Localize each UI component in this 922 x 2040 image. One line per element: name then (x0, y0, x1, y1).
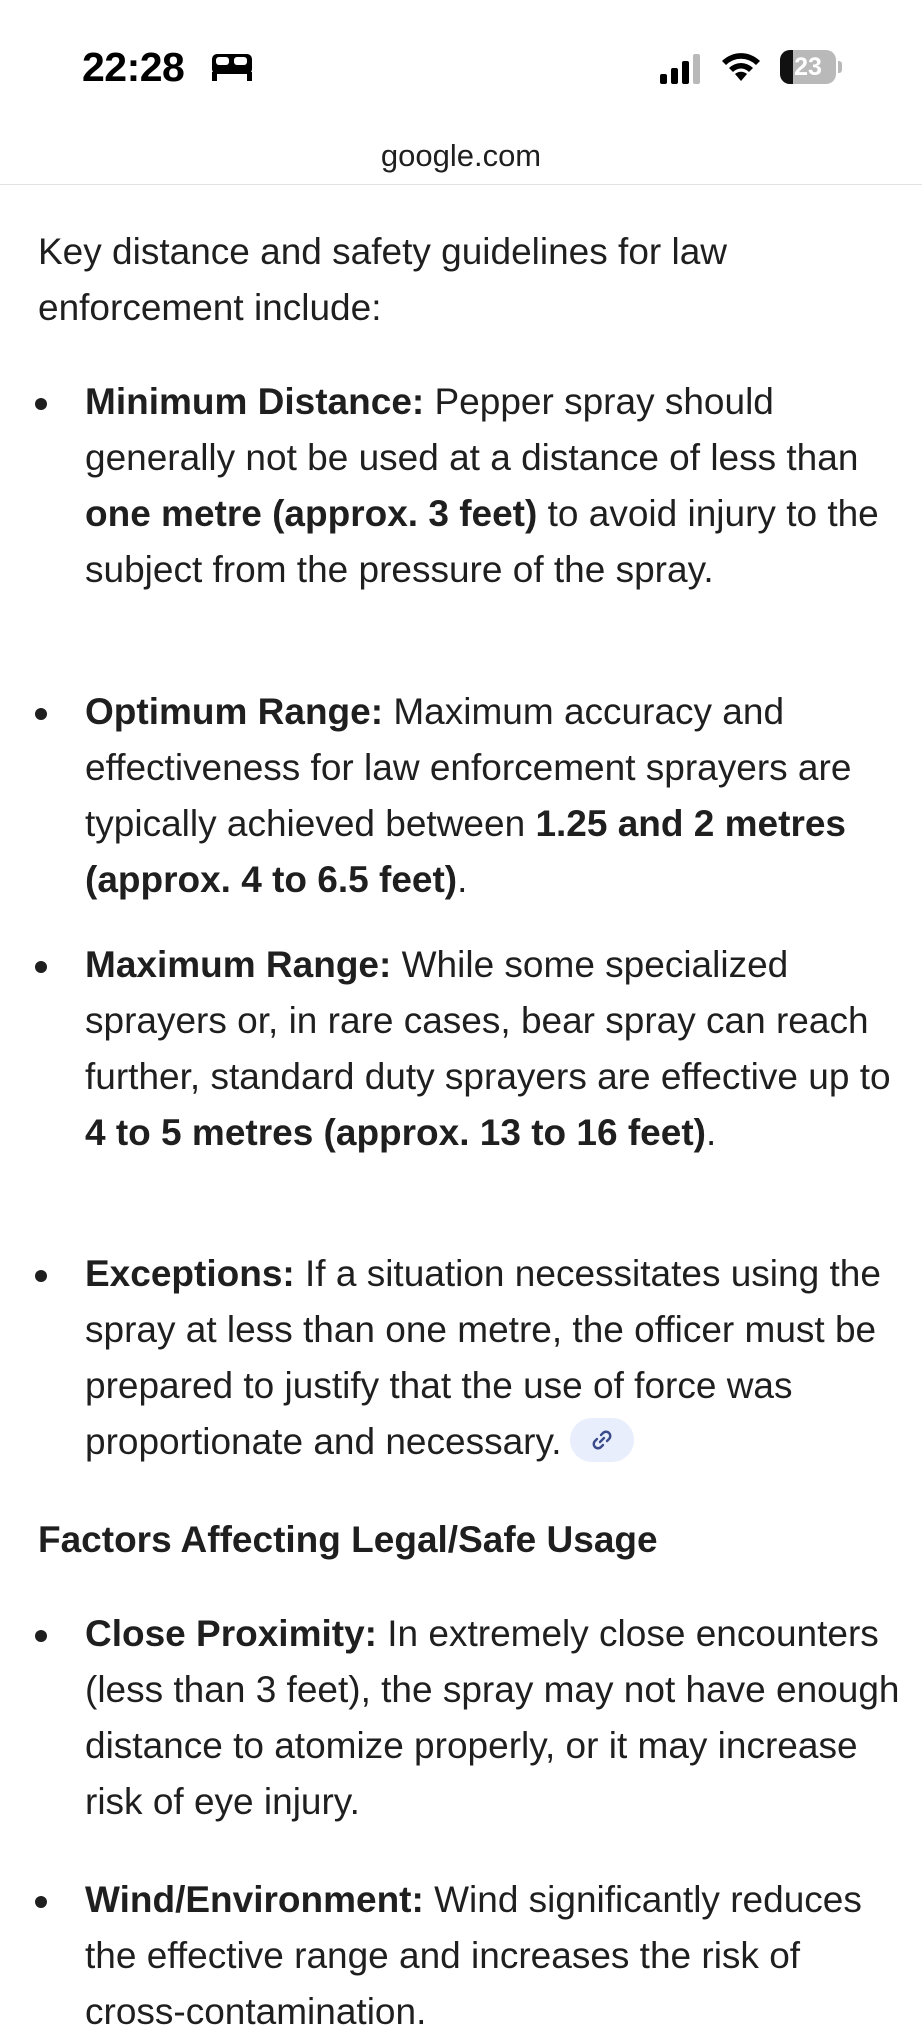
bullet-dot (35, 1270, 47, 1282)
wifi-icon (720, 48, 762, 87)
item-label: Exceptions: (85, 1253, 295, 1294)
item-label: Maximum Range: (85, 944, 392, 985)
bullet-dot (35, 1630, 47, 1642)
url-text: google.com (380, 138, 542, 173)
list-item-text (85, 1246, 910, 1470)
battery-level: 23 (794, 53, 822, 81)
item-emphasis: 1.25 and 2 metres (approx. 4 to 6.5 feet) (85, 803, 846, 900)
item-text: Wind significantly reduces the effective range and increases the risk of cross-contamination. (85, 1879, 862, 2032)
item-label: Close Proximity: (85, 1613, 377, 1654)
source-link-button[interactable] (570, 1418, 634, 1462)
list-item-text (85, 1606, 910, 1830)
item-text: If a situation necessitates using the spray at less than one metre, the officer must be prepared to justify that the use of force was proportionate and necessary. (85, 1253, 881, 1462)
item-label: Wind/Environment: (85, 1879, 424, 1920)
cellular-signal-icon (660, 54, 704, 89)
item-text: While some specialized sprayers or, in rare cases, bear spray can reach further, standard duty sprayers are effective up to (85, 944, 891, 1097)
bullet-dot (35, 961, 47, 973)
item-text: . (457, 859, 468, 900)
item-text: Maximum accuracy and effectiveness for law enforcement sprayers are typically achieved between (85, 691, 852, 844)
item-text: to avoid injury to the subject from the pressure of the spray. (85, 493, 879, 590)
list-item-text (85, 684, 910, 908)
list-item-text (85, 374, 910, 598)
item-emphasis: one metre (approx. 3 feet) (85, 493, 538, 534)
item-label: Minimum Distance: (85, 381, 425, 422)
bullet-dot (35, 1896, 47, 1908)
sleep-focus-icon (210, 50, 254, 87)
item-text: Pepper spray should generally not be used at a distance of less than (85, 381, 859, 478)
status-bar (0, 0, 922, 130)
address-bar[interactable] (0, 128, 922, 185)
list-item-text (85, 937, 910, 1161)
status-time: 22:28 (82, 44, 185, 90)
bullet-dot (35, 398, 47, 410)
item-emphasis: 4 to 5 metres (approx. 13 to 16 feet) (85, 1112, 706, 1153)
bullet-dot (35, 708, 47, 720)
item-text: In extremely close encounters (less than 3 feet), the spray may not have enough distance to atomize properly, or it may increase risk of eye injury. (85, 1613, 900, 1822)
item-text: . (705, 1112, 717, 1153)
section-heading: Factors Affecting Legal/Safe Usage (38, 1519, 658, 1560)
intro-paragraph: Key distance and safety guidelines for law enforcement include: (38, 231, 728, 328)
item-label: Optimum Range: (85, 691, 384, 732)
link-icon (590, 1428, 614, 1452)
list-item-text (85, 1872, 910, 2040)
battery-icon (780, 50, 842, 84)
